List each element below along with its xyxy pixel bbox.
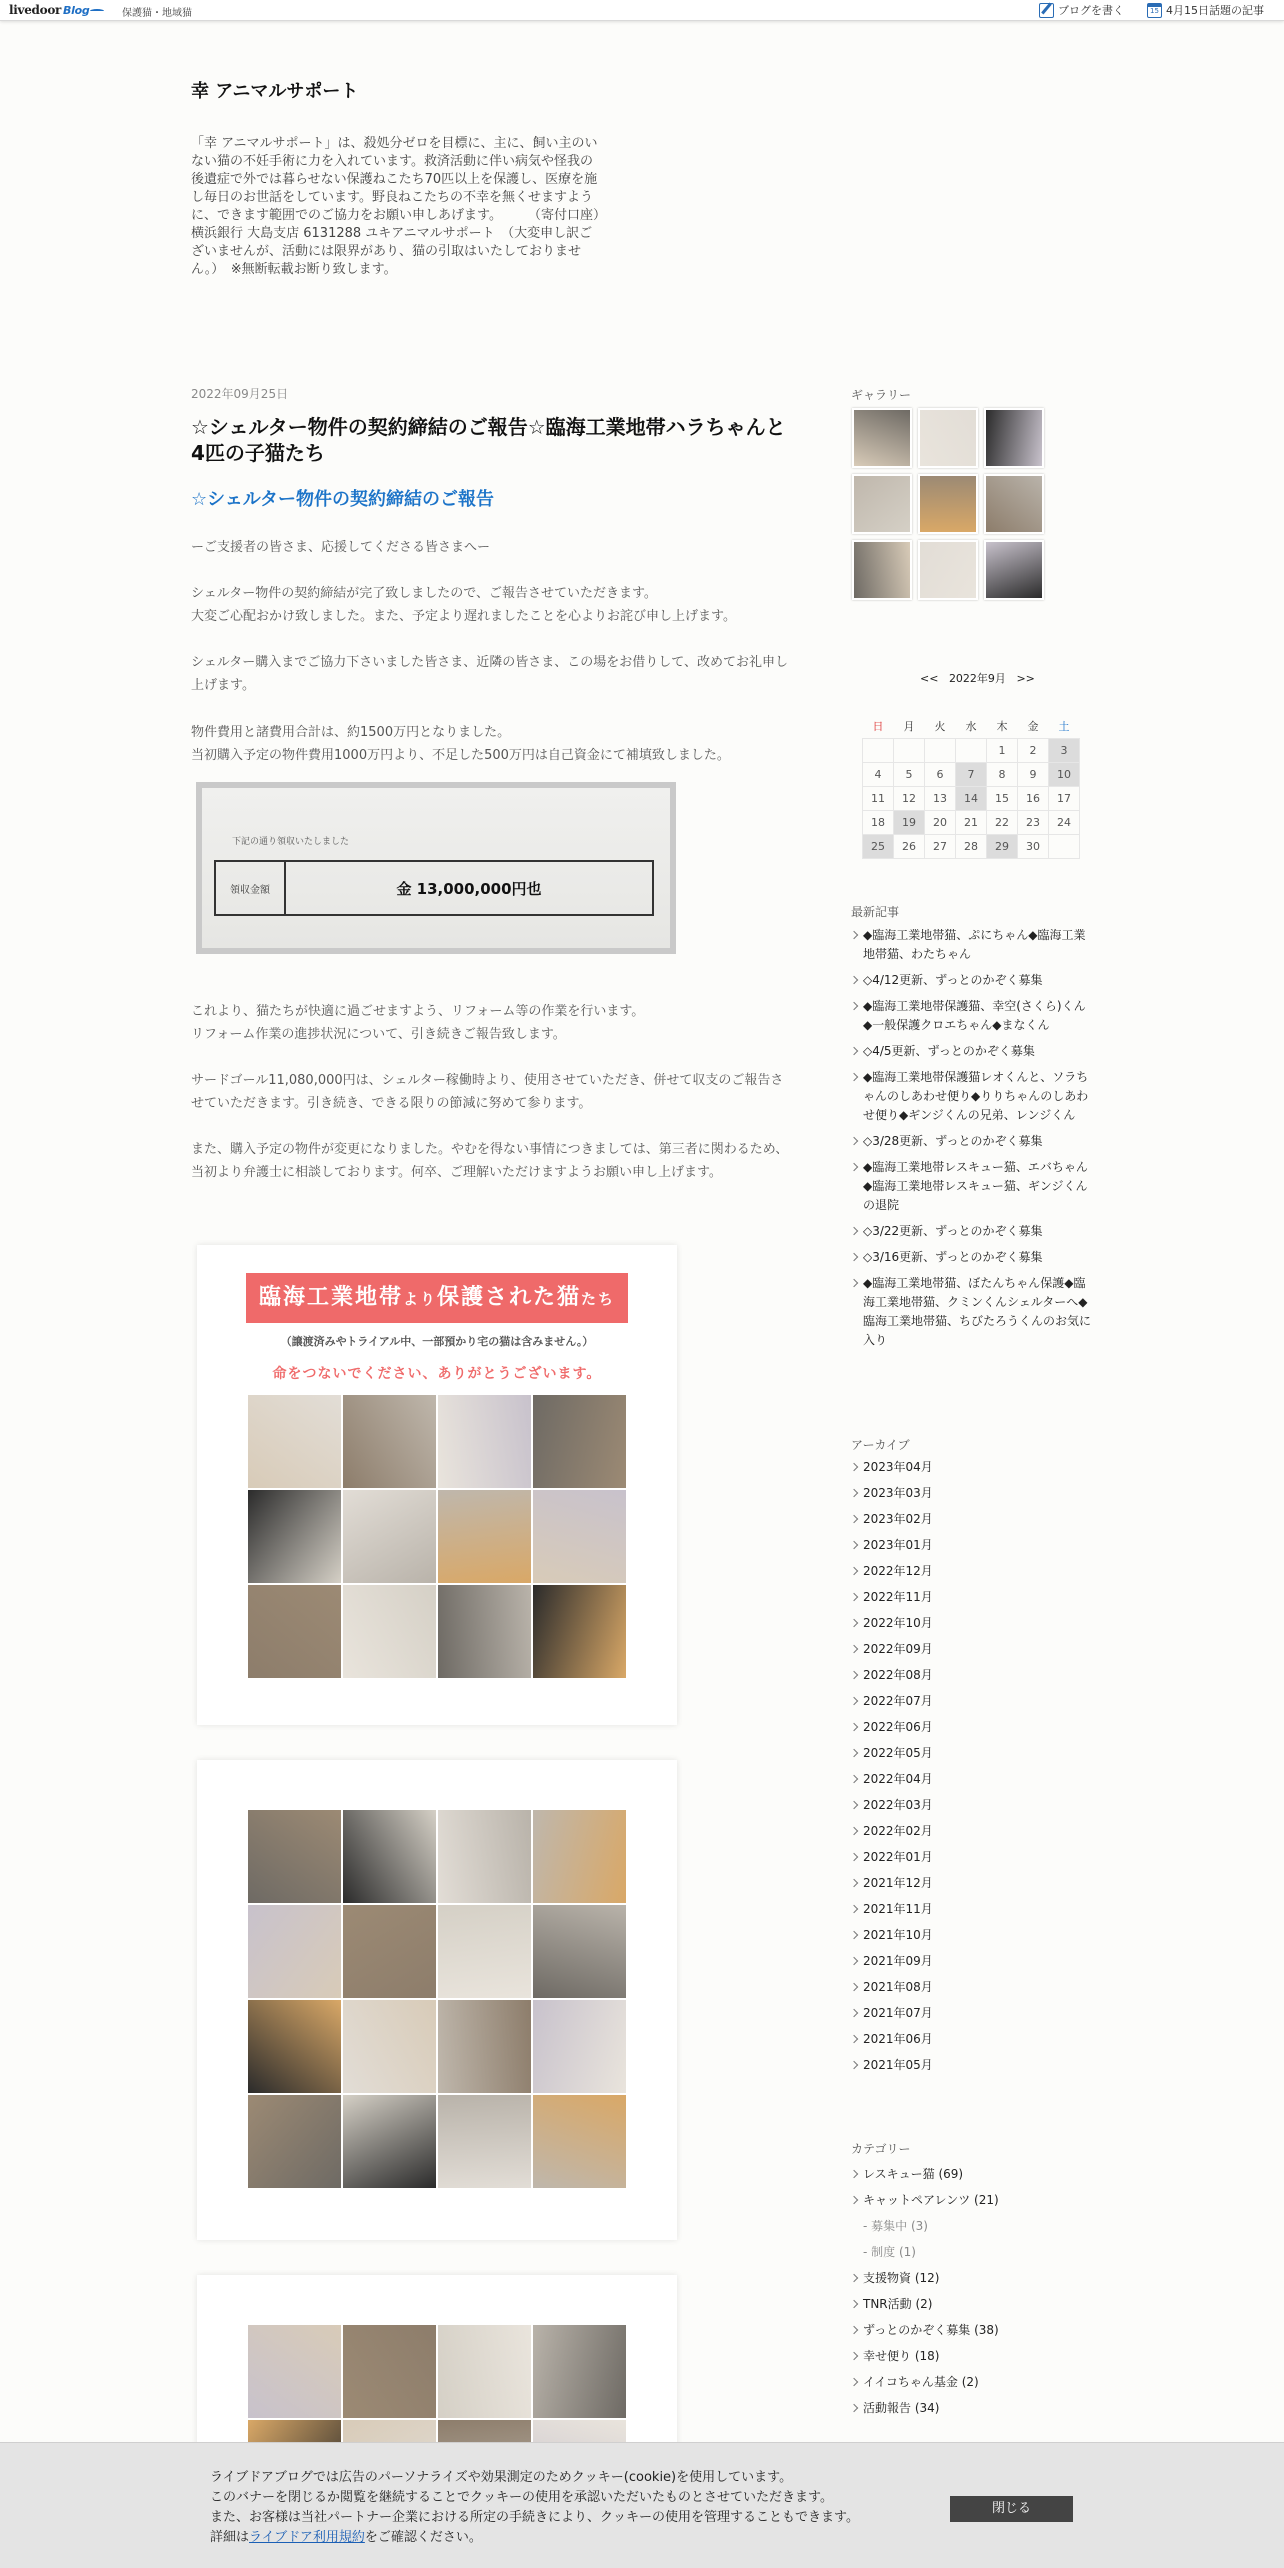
calendar-day: 17 — [1049, 786, 1080, 810]
calendar-day: 6 — [925, 762, 956, 786]
cookie-text: ライブドアブログでは広告のパーソナライズや効果測定のためクッキー(cookie)を使用しています。 このバナーを閉じるか閲覧を継続することでクッキーの使用を承認いただいたものとさせていただきます。 また、お客様は当社パートナー企業における所定の手続きにより、クッキーの使用を管理することもできます。 詳細はライブドア利用規約をご確認ください。 — [210, 2470, 859, 2545]
poster-thanks: 命をつないでください、ありがとうございます。 — [272, 1366, 602, 1382]
archive-link[interactable]: 2023年02月 — [851, 1510, 1091, 1529]
calendar-day: 13 — [925, 786, 956, 810]
calendar — [862, 714, 1080, 859]
archive-heading: アーカイブ — [851, 1438, 910, 1452]
calendar-day: 28 — [956, 834, 987, 858]
pen-icon — [1039, 3, 1054, 18]
cat-photo — [343, 1395, 436, 1488]
category-heading: カテゴリー — [851, 2142, 911, 2156]
cat-photo — [438, 1585, 531, 1678]
cat-photo — [343, 2000, 436, 2093]
cat-photo — [248, 1490, 341, 1583]
calendar-prev-link[interactable]: << — [920, 672, 939, 685]
post-date: 2022年09月25日 — [191, 387, 289, 401]
category-link[interactable]: 活動報告 (34) — [851, 2399, 1091, 2418]
archive-link[interactable]: 2022年10月 — [851, 1614, 1091, 1633]
cat-photo — [438, 1810, 531, 1903]
cat-photo — [533, 2000, 626, 2093]
calendar-weekday: 月 — [903, 719, 915, 733]
calendar-weekday: 火 — [934, 719, 946, 733]
archive-link[interactable]: 2022年01月 — [851, 1848, 1091, 1867]
calendar-icon: 15 — [1147, 3, 1162, 18]
poster-banner: 臨海工業地帯より保護された猫たち — [246, 1273, 628, 1323]
calendar-day-link[interactable]: 10 — [1049, 762, 1080, 786]
calendar-day: 12 — [894, 786, 925, 810]
poster-note: （譲渡済みやトライアル中、一部預かり宅の猫は含みません。） — [280, 1335, 594, 1348]
recent-post-link[interactable]: ◇3/22更新、ずっとのかぞく募集 — [851, 1222, 1091, 1241]
cat-photo — [343, 1585, 436, 1678]
calendar-next-link[interactable]: >> — [1016, 672, 1035, 685]
calendar-day-link[interactable]: 7 — [956, 762, 987, 786]
gallery-thumbnail[interactable] — [918, 540, 978, 600]
calendar-empty-cell — [1049, 834, 1080, 858]
gallery-thumbnail[interactable] — [852, 540, 912, 600]
calendar-day: 18 — [863, 810, 894, 834]
cat-poster-image[interactable] — [197, 1245, 677, 1725]
calendar-day: 22 — [987, 810, 1018, 834]
gallery-thumbnail[interactable] — [852, 474, 912, 534]
blog-title[interactable]: 幸 アニマルサポート — [191, 81, 359, 102]
calendar-day-link[interactable]: 25 — [863, 834, 894, 858]
calendar-day: 2 — [1018, 738, 1049, 762]
category-link[interactable]: キャットペアレンツ (21) — [851, 2191, 1091, 2210]
topics-button[interactable] — [1147, 2, 1264, 18]
calendar-weekday: 金 — [1027, 719, 1039, 733]
gallery-thumbnail[interactable] — [984, 408, 1044, 468]
recent-post-link[interactable]: ◇4/12更新、ずっとのかぞく募集 — [851, 971, 1091, 990]
cat-photo — [248, 1810, 341, 1903]
recent-post-link[interactable]: ◇3/28更新、ずっとのかぞく募集 — [851, 1132, 1091, 1151]
cat-photo — [438, 1905, 531, 1998]
cat-photo — [248, 2000, 341, 2093]
archive-link[interactable]: 2021年06月 — [851, 2030, 1091, 2049]
livedoor-blog-logo[interactable]: livedoor Blog — [9, 3, 104, 17]
calendar-empty-cell — [956, 738, 987, 762]
recent-heading: 最新記事 — [851, 905, 900, 919]
top-bar — [0, 0, 1284, 21]
write-blog-button[interactable] — [1039, 2, 1124, 18]
archive-link[interactable]: 2023年03月 — [851, 1484, 1091, 1503]
calendar-empty-cell — [894, 738, 925, 762]
calendar-day: 11 — [863, 786, 894, 810]
post-paragraph: サードゴール11,080,000円は、シェルター稼働時より、使用させていただき、併せて収支のご報告させていただきます。引き続き、できる限りの節減に努めて参ります。 — [191, 1073, 784, 1111]
calendar-day: 1 — [987, 738, 1018, 762]
cat-photo — [533, 2325, 626, 2418]
topics-label: 4月15日話題の記事 — [1166, 4, 1264, 17]
calendar-day: 4 — [863, 762, 894, 786]
cat-photo — [248, 2325, 341, 2418]
calendar-day: 21 — [956, 810, 987, 834]
cat-photo — [533, 2095, 626, 2188]
archive-link[interactable]: 2023年01月 — [851, 1536, 1091, 1555]
calendar-day: 16 — [1018, 786, 1049, 810]
category-link[interactable]: TNR活動 (2) — [851, 2295, 1091, 2314]
recent-post-link[interactable]: ◆臨海工業地帯レスキュー猫、エバちゃん◆臨海工業地帯レスキュー猫、ギンジくんの退院 — [851, 1158, 1091, 1215]
cat-photo — [533, 1395, 626, 1488]
category-list — [851, 2165, 1091, 2425]
category-link[interactable]: 幸せ便り (18) — [851, 2347, 1091, 2366]
calendar-day-link[interactable]: 14 — [956, 786, 987, 810]
cat-photo — [343, 1810, 436, 1903]
write-blog-label: ブログを書く — [1058, 4, 1124, 17]
post-subheading: ☆シェルター物件の契約締結のご報告 — [191, 489, 495, 510]
gallery-grid — [852, 408, 1044, 600]
calendar-day: 23 — [1018, 810, 1049, 834]
post-paragraph: これより、猫たちが快適に過ごせますよう、リフォーム等の作業を行います。 リフォーム作業の進捗状況について、引き続きご報告致します。 — [191, 1004, 645, 1042]
calendar-day-link[interactable]: 19 — [894, 810, 925, 834]
calendar-empty-cell — [863, 738, 894, 762]
cat-photo — [533, 1585, 626, 1678]
cat-photo — [248, 1905, 341, 1998]
calendar-day: 20 — [925, 810, 956, 834]
archive-list — [851, 1458, 1091, 2082]
calendar-weekday: 日 — [872, 719, 884, 733]
recent-post-link[interactable]: ◆臨海工業地帯猫、ぼたんちゃん保護◆臨海工業地帯猫、クミンくんシェルターへ◆臨海工業地帯猫、ちびたろうくんのお気に入り — [851, 1274, 1091, 1350]
cat-photo — [533, 1905, 626, 1998]
cat-photo — [343, 2325, 436, 2418]
blog-description: 「幸 アニマルサポート」は、殺処分ゼロを目標に、主に、飼い主のいない猫の不妊手術に力を入れています。救済活動に伴い病気や怪我の後遺症で外では暮らせない保護ねこたち70匹以上を保護し、医療を施し毎日のお世話をしています。野良ねこたちの不幸を無くせますように、できます範囲でのご協力をお願い申しあげます。 （寄付口座）横浜銀行 大島支店 6131288 ユキアニマルサポート （大変申し訳ございませんが、活動には限界があり、猫の引取はいたしておりません。） ※無断転載お断り致します。 — [191, 136, 600, 277]
receipt-box — [214, 860, 654, 916]
recent-post-link[interactable]: ◇4/5更新、ずっとのかぞく募集 — [851, 1042, 1091, 1061]
archive-link[interactable]: 2021年07月 — [851, 2004, 1091, 2023]
receipt-note: 下記の通り領収いたしました — [232, 837, 350, 847]
category-link[interactable]: イイコちゃん基金 (2) — [851, 2373, 1091, 2392]
calendar-day: 15 — [987, 786, 1018, 810]
cat-photo — [343, 2095, 436, 2188]
category-link[interactable]: - 制度 (1) — [863, 2245, 916, 2259]
recent-post-link[interactable]: ◆臨海工業地帯保護猫レオくんと、ソラちゃんのしあわせ便り◆りりちゃんのしあわせ便り◆ギンジくんの兄弟、レンジくん — [851, 1068, 1091, 1125]
cookie-banner — [0, 2442, 1284, 2568]
calendar-weekday: 水 — [965, 719, 977, 733]
category-link[interactable]: - 募集中 (3) — [863, 2219, 928, 2233]
recent-post-link[interactable]: ◆臨海工業地帯猫、ぷにちゃん◆臨海工業地帯猫、わたちゃん — [851, 926, 1091, 964]
archive-link[interactable]: 2022年06月 — [851, 1718, 1091, 1737]
archive-link[interactable]: 2021年09月 — [851, 1952, 1091, 1971]
cat-photo-image[interactable] — [197, 1760, 677, 2240]
gallery-thumbnail[interactable] — [984, 474, 1044, 534]
recent-post-link[interactable]: ◆臨海工業地帯保護猫、幸空(さくら)くん◆一般保護クロエちゃん◆まなくん — [851, 997, 1091, 1035]
archive-link[interactable]: 2022年03月 — [851, 1796, 1091, 1815]
archive-link[interactable]: 2022年09月 — [851, 1640, 1091, 1659]
terms-link[interactable]: ライブドア利用規約 — [249, 2530, 365, 2545]
calendar-title: 2022年9月 — [948, 672, 1006, 685]
gallery-heading: ギャラリー — [851, 388, 912, 402]
cat-photo — [248, 2095, 341, 2188]
post-paragraph: シェルター購入までご協力下さいました皆さま、近隣の皆さま、この場をお借りして、改めてお礼申し上げます。 — [191, 655, 788, 693]
cat-photo — [533, 1490, 626, 1583]
calendar-day: 27 — [925, 834, 956, 858]
category-link[interactable]: ずっとのかぞく募集 (38) — [851, 2321, 1091, 2340]
gallery-thumbnail[interactable] — [918, 474, 978, 534]
calendar-day-link[interactable]: 3 — [1049, 738, 1080, 762]
archive-link[interactable]: 2021年10月 — [851, 1926, 1091, 1945]
cat-photo — [438, 1490, 531, 1583]
archive-link[interactable]: 2022年08月 — [851, 1666, 1091, 1685]
calendar-weekday: 土 — [1058, 719, 1070, 733]
gallery-thumbnail[interactable] — [984, 540, 1044, 600]
archive-link[interactable]: 2022年04月 — [851, 1770, 1091, 1789]
post-paragraph: また、購入予定の物件が変更になりました。やむを得ない事情につきましては、第三者に関わるため、当初より弁護士に相談しております。何卒、ご理解いただけますようお願い申し上げます。 — [191, 1142, 789, 1180]
cat-photo — [438, 1395, 531, 1488]
cat-photo — [438, 2095, 531, 2188]
archive-link[interactable]: 2022年12月 — [851, 1562, 1091, 1581]
calendar-nav — [920, 670, 1035, 686]
archive-link[interactable]: 2021年08月 — [851, 1978, 1091, 1997]
calendar-weekday: 木 — [996, 719, 1008, 733]
cat-photo — [248, 1585, 341, 1678]
post-paragraph: 物件費用と諸費用合計は、約1500万円となりました。 当初購入予定の物件費用1000万円より、不足した500万円は自己資金にて補填致しました。 — [191, 725, 730, 763]
cookie-close-button[interactable]: 閉じる — [950, 2496, 1073, 2522]
calendar-day: 8 — [987, 762, 1018, 786]
cat-photo — [248, 1395, 341, 1488]
calendar-day: 30 — [1018, 834, 1049, 858]
calendar-day: 9 — [1018, 762, 1049, 786]
gallery-thumbnail[interactable] — [918, 408, 978, 468]
cat-photo-grid — [248, 1395, 626, 1678]
archive-link[interactable]: 2022年11月 — [851, 1588, 1091, 1607]
calendar-day: 26 — [894, 834, 925, 858]
recent-post-link[interactable]: ◇3/16更新、ずっとのかぞく募集 — [851, 1248, 1091, 1267]
cat-photo — [438, 2325, 531, 2418]
cat-photo — [438, 2000, 531, 2093]
post-title[interactable]: ☆シェルター物件の契約締結のご報告☆臨海工業地帯ハラちゃんと4匹の子猫たち — [191, 415, 786, 465]
archive-link[interactable]: 2022年02月 — [851, 1822, 1091, 1841]
archive-link[interactable]: 2022年07月 — [851, 1692, 1091, 1711]
recent-posts-list — [851, 926, 1091, 1357]
archive-link[interactable]: 2021年12月 — [851, 1874, 1091, 1893]
archive-link[interactable]: 2021年11月 — [851, 1900, 1091, 1919]
category-link[interactable]: レスキュー猫 (69) — [851, 2165, 1091, 2184]
archive-link[interactable]: 2022年05月 — [851, 1744, 1091, 1763]
archive-link[interactable]: 2021年05月 — [851, 2056, 1091, 2075]
calendar-day: 5 — [894, 762, 925, 786]
category-link[interactable]: 保護猫・地域猫 — [122, 8, 192, 19]
receipt-label: 領収金額 — [216, 862, 286, 914]
calendar-day: 24 — [1049, 810, 1080, 834]
category-link[interactable]: 支援物資 (12) — [851, 2269, 1091, 2288]
cat-photo-grid — [248, 1810, 626, 2188]
post-paragraph: シェルター物件の契約締結が完了致しましたので、ご報告させていただきます。 大変ご心配おかけ致しました。また、予定より遅れましたことを心よりお詫び申し上げます。 — [191, 586, 736, 624]
cat-photo — [533, 1810, 626, 1903]
cat-photo — [343, 1905, 436, 1998]
receipt-image[interactable] — [196, 782, 676, 954]
archive-link[interactable]: 2023年04月 — [851, 1458, 1091, 1477]
receipt-amount: 金 13,000,000円也 — [396, 879, 542, 898]
cat-photo — [343, 1490, 436, 1583]
calendar-empty-cell — [925, 738, 956, 762]
post-paragraph: ーご支援者の皆さま、応援してくださる皆さまへー — [191, 540, 491, 555]
gallery-thumbnail[interactable] — [852, 408, 912, 468]
calendar-day-link[interactable]: 29 — [987, 834, 1018, 858]
